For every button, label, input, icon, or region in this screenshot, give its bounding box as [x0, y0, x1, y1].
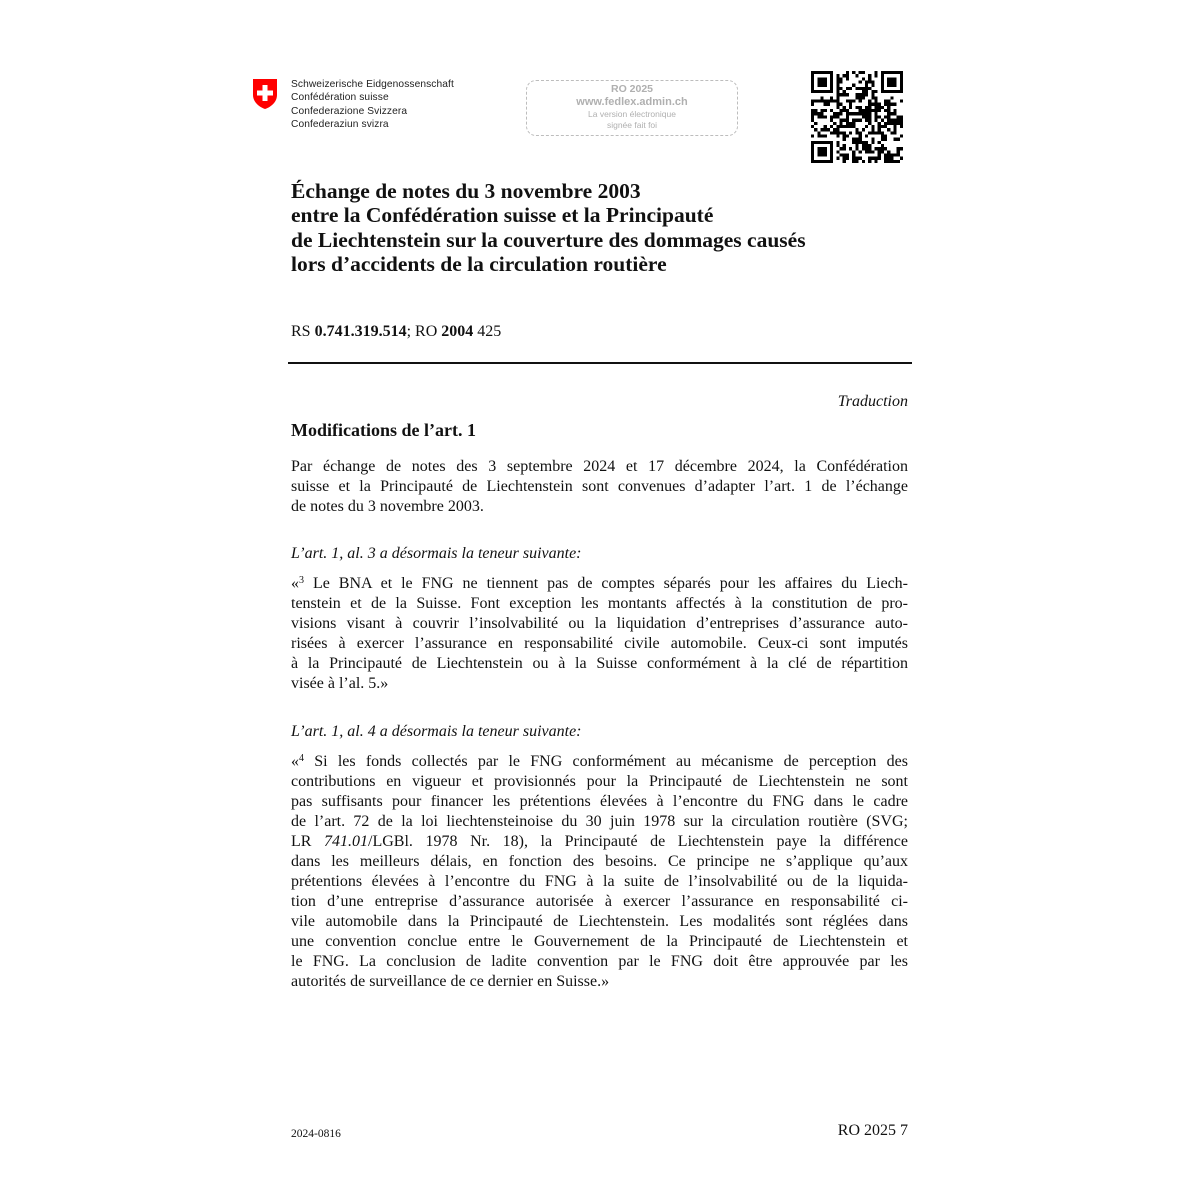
translation-note: Traduction	[837, 393, 908, 410]
signature-stamp	[526, 80, 738, 136]
paragraph-line: à la Principauté de Liechtenstein ou à la Suisse conformément à la clé de répartition	[291, 655, 908, 672]
paragraph-line	[291, 832, 908, 852]
agency-line-de: Schweizerische Eidgenossenschaft	[291, 79, 454, 90]
paragraph-line	[291, 574, 908, 594]
paragraph-line: de l’art. 72 de la loi liechtensteinoise du 30 juin 1978 sur la circulation routière (SVG;	[291, 813, 908, 830]
stamp-line-4: signée fait foi	[606, 120, 658, 130]
paragraph-line: suisse et la Principauté de Liechtenstein sont convenues d’adapter l’art. 1 de l’échange	[291, 478, 908, 495]
amendment-intro-al3: L’art. 1, al. 3 a désormais la teneur suivante:	[291, 545, 582, 562]
paragraph-line: visée à l’al. 5.»	[291, 675, 389, 692]
intro-paragraph	[291, 457, 908, 517]
title-line: lors d’accidents de la circulation routière	[291, 251, 667, 276]
paragraph-line: tenstein et de la Suisse. Font exception les montants affectés à la constitution de pro-	[291, 595, 908, 612]
ro-separator: ; RO	[406, 323, 442, 340]
lr-rest: /LGBl. 1978 Nr. 18), la Principauté de Liechtenstein paye la différence	[368, 833, 909, 850]
lr-number: 741.01	[324, 833, 369, 850]
agency-line-fr: Confédération suisse	[291, 92, 389, 104]
lr-prefix: LR	[291, 833, 325, 850]
document-title	[291, 179, 931, 276]
title-divider	[288, 362, 912, 364]
paragraph-line: visions visant à couvrir l’insolvabilité ou la liquidation d’entreprises d’assurance auto-	[291, 615, 908, 632]
paragraph-number: 4	[299, 753, 304, 764]
swiss-flag-logo	[251, 78, 279, 110]
page-reference: RO 2025 7	[837, 1122, 908, 1139]
paragraph-line-text: Si les fonds collectés par le FNG conformément au mécanisme de perception des	[304, 753, 908, 770]
section-heading: Modifications de l’art. 1	[291, 420, 476, 440]
agency-name-block	[291, 78, 454, 132]
paragraph-line	[291, 752, 908, 772]
paragraph-line: Par échange de notes des 3 septembre 2024 et 17 décembre 2024, la Confédération	[291, 458, 908, 475]
open-quote: «	[291, 575, 299, 592]
document-number: 2024-0816	[291, 1128, 341, 1140]
paragraph-line: prétentions élevées à l’encontre du FNG à la suite de l’insolvabilité ou de la liquida-	[291, 873, 908, 890]
paragraph-line: dans les meilleurs délais, en fonction des besoins. Ce principe ne s’applique qu’aux	[291, 853, 908, 870]
title-line: entre la Confédération suisse et la Principauté	[291, 203, 714, 228]
title-line: de Liechtenstein sur la couverture des dommages causés	[291, 227, 806, 252]
paragraph-line: de notes du 3 novembre 2003.	[291, 498, 484, 515]
paragraph-line: le FNG. La conclusion de ladite convention par le FNG doit être approuvée par les	[291, 953, 908, 970]
amendment-intro-al4: L’art. 1, al. 4 a désormais la teneur suivante:	[291, 723, 582, 740]
paragraph-line: pas suffisants pour financer les prétentions élevées à l’encontre du FNG dans le cadre	[291, 793, 908, 810]
reference-line	[291, 323, 501, 341]
stamp-line-3: La version électronique	[588, 109, 676, 119]
paragraph-line-text: Le BNA et le FNG ne tiennent pas de comptes séparés pour les affaires du Liech-	[304, 575, 908, 592]
amended-text-al3	[291, 574, 908, 694]
ro-year: 2004	[441, 323, 474, 340]
paragraph-line: autorités de surveillance de ce dernier en Suisse.»	[291, 973, 610, 990]
paragraph-line: une convention conclue entre le Gouvernement de la Principauté de Liechtenstein et	[291, 933, 908, 950]
title-line: Échange de notes du 3 novembre 2003	[291, 179, 641, 203]
agency-line-rm: Confederaziun svizra	[291, 119, 389, 131]
paragraph-line: contributions en vigueur et provisionnés pour la Principauté de Liechtenstein ne sont	[291, 773, 908, 790]
ro-page: 425	[473, 323, 502, 340]
agency-line-it: Confederazione Svizzera	[291, 105, 408, 117]
stamp-line-1: RO 2025	[610, 83, 654, 95]
rs-number: 0.741.319.514	[314, 323, 407, 340]
paragraph-line: tion d’une entreprise d’assurance autorisée à exercer l’assurance en responsabilité ci-	[291, 893, 908, 910]
paragraph-line: risées à exercer l’assurance en responsabilité civile automobile. Ceux-ci sont imputés	[291, 635, 908, 652]
rs-prefix: RS	[291, 323, 315, 340]
open-quote: «	[291, 753, 299, 770]
qr-code-icon	[811, 71, 903, 163]
paragraph-line: vile automobile dans la Principauté de Liechtenstein. Les modalités sont réglées dans	[291, 913, 908, 930]
stamp-line-2: www.fedlex.admin.ch	[576, 96, 688, 108]
amended-text-al4	[291, 752, 908, 992]
paragraph-number: 3	[299, 575, 304, 586]
